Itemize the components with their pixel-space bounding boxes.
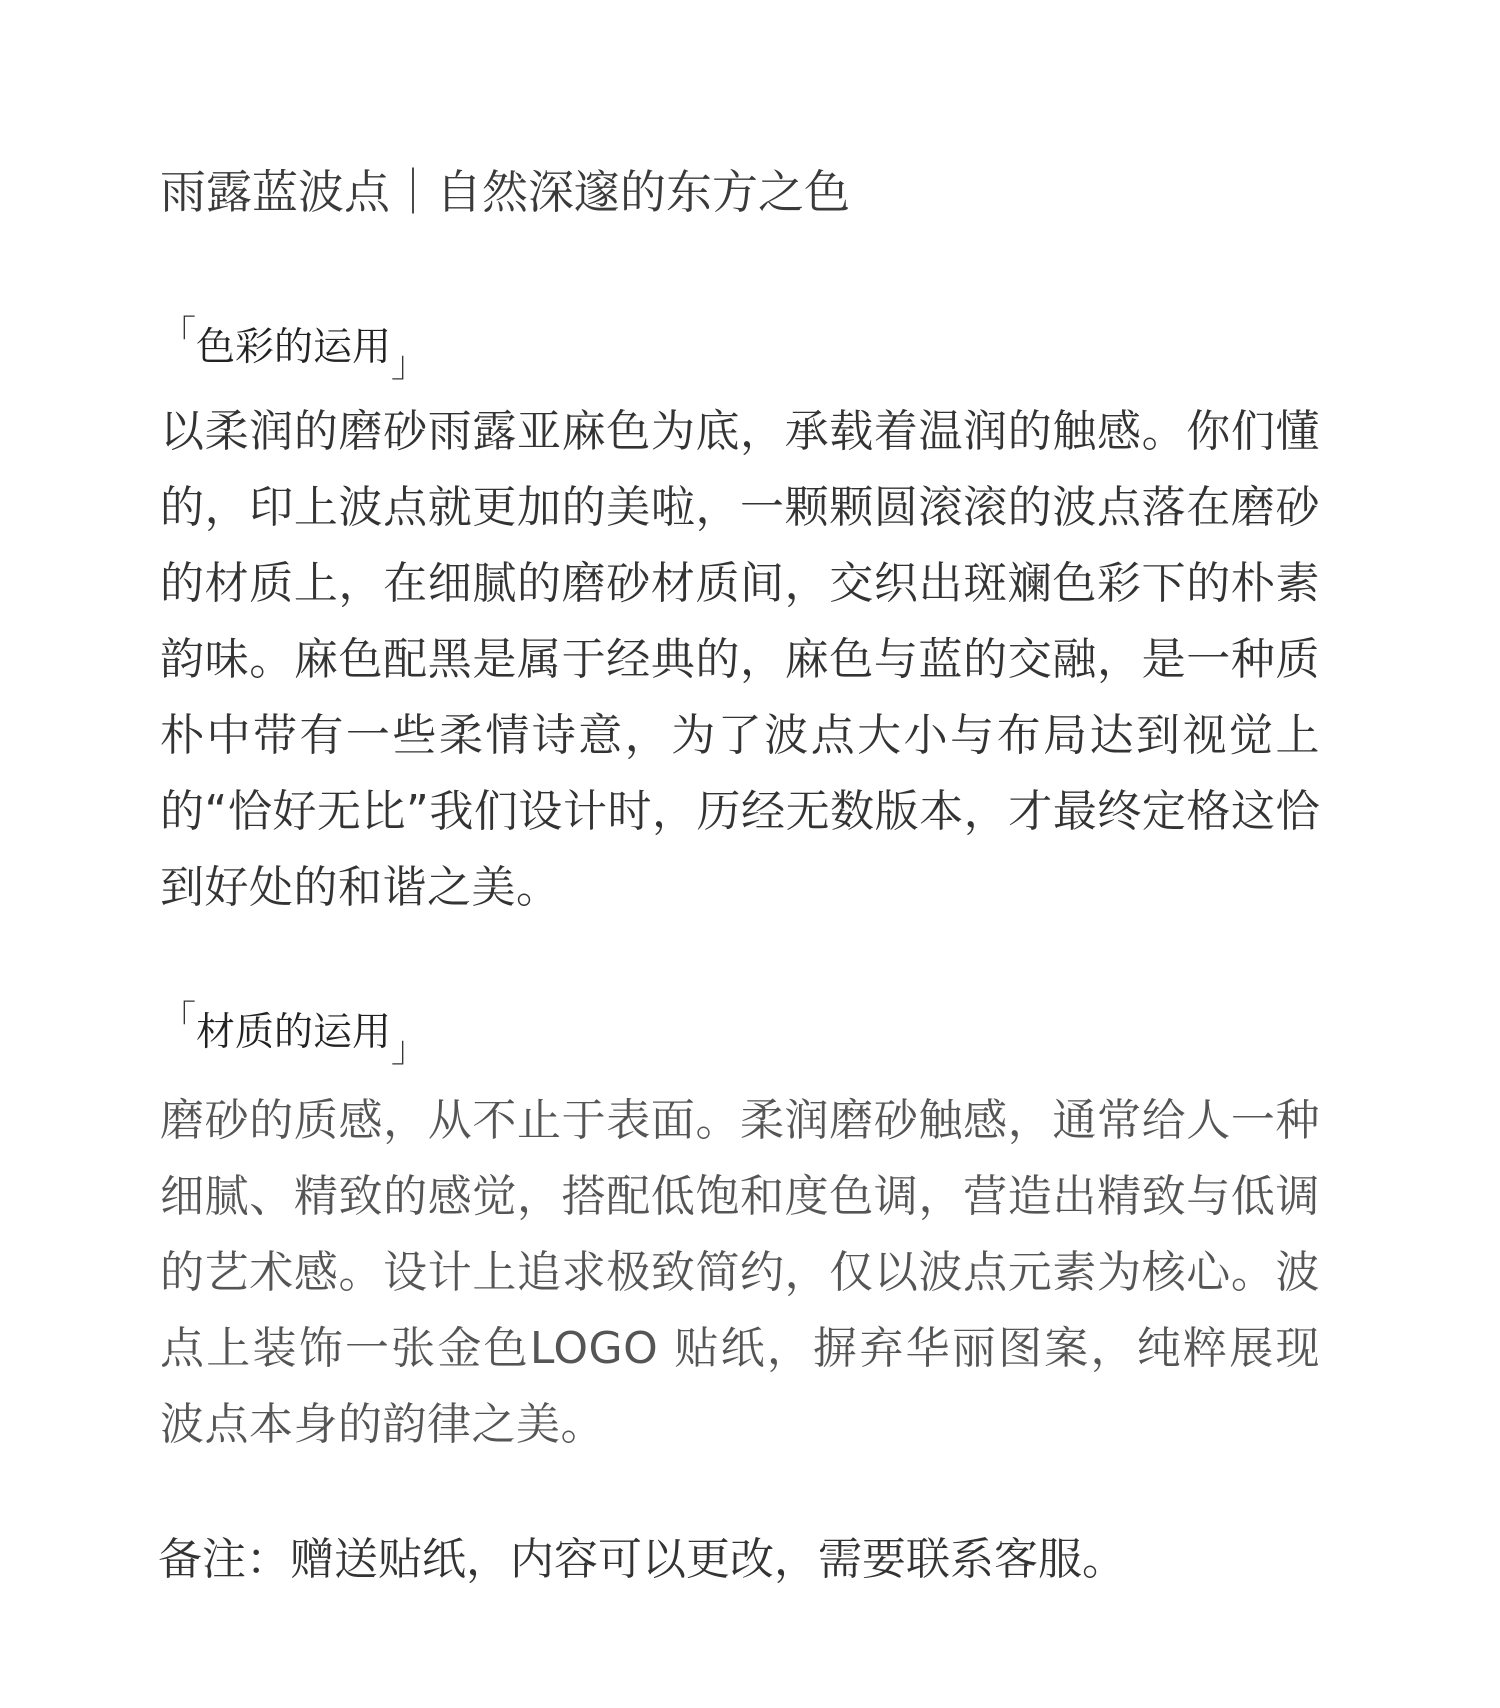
heading-bracket-close: 」: [391, 1029, 428, 1070]
page-title: 雨露蓝波点｜自然深邃的东方之色: [160, 165, 850, 219]
section-heading-text: 色彩的运用: [196, 325, 392, 370]
heading-bracket-open: 「: [160, 314, 197, 355]
heading-bracket-open: 「: [160, 999, 197, 1040]
section-body-color: 以柔润的磨砂雨露亚麻色为底，承载着温润的触感。你们懂的，印上波点就更加的美啦，一颗颗圆滚滚的波点落在磨砂的材质上，在细腻的磨砂材质间，交织出斑斓色彩下的朴素韵味。麻色配黑是属于经典的，麻色与蓝的交融，是一种质朴中带有一些柔情诗意，为了波点大小与布局达到视觉上的“恰好无比”我们设计时，历经无数版本，才最终定格这恰到好处的和谐之美。: [160, 406, 1320, 913]
heading-bracket-close: 」: [391, 344, 428, 385]
section-heading-material: [160, 999, 428, 1070]
section-body-material: 磨砂的质感，从不止于表面。柔润磨砂触感，通常给人一种细腻、精致的感觉，搭配低饱和度色调，营造出精致与低调的艺术感。设计上追求极致简约，仅以波点元素为核心。波点上装饰一张金色LOGO 贴纸，摒弃华丽图案，纯粹展现波点本身的韵律之美。: [160, 1095, 1320, 1450]
section-heading-color: [160, 314, 428, 385]
note-text: 备注：赠送贴纸，内容可以更改，需要联系客服。: [158, 1534, 1126, 1585]
section-heading-text: 材质的运用: [196, 1010, 392, 1055]
